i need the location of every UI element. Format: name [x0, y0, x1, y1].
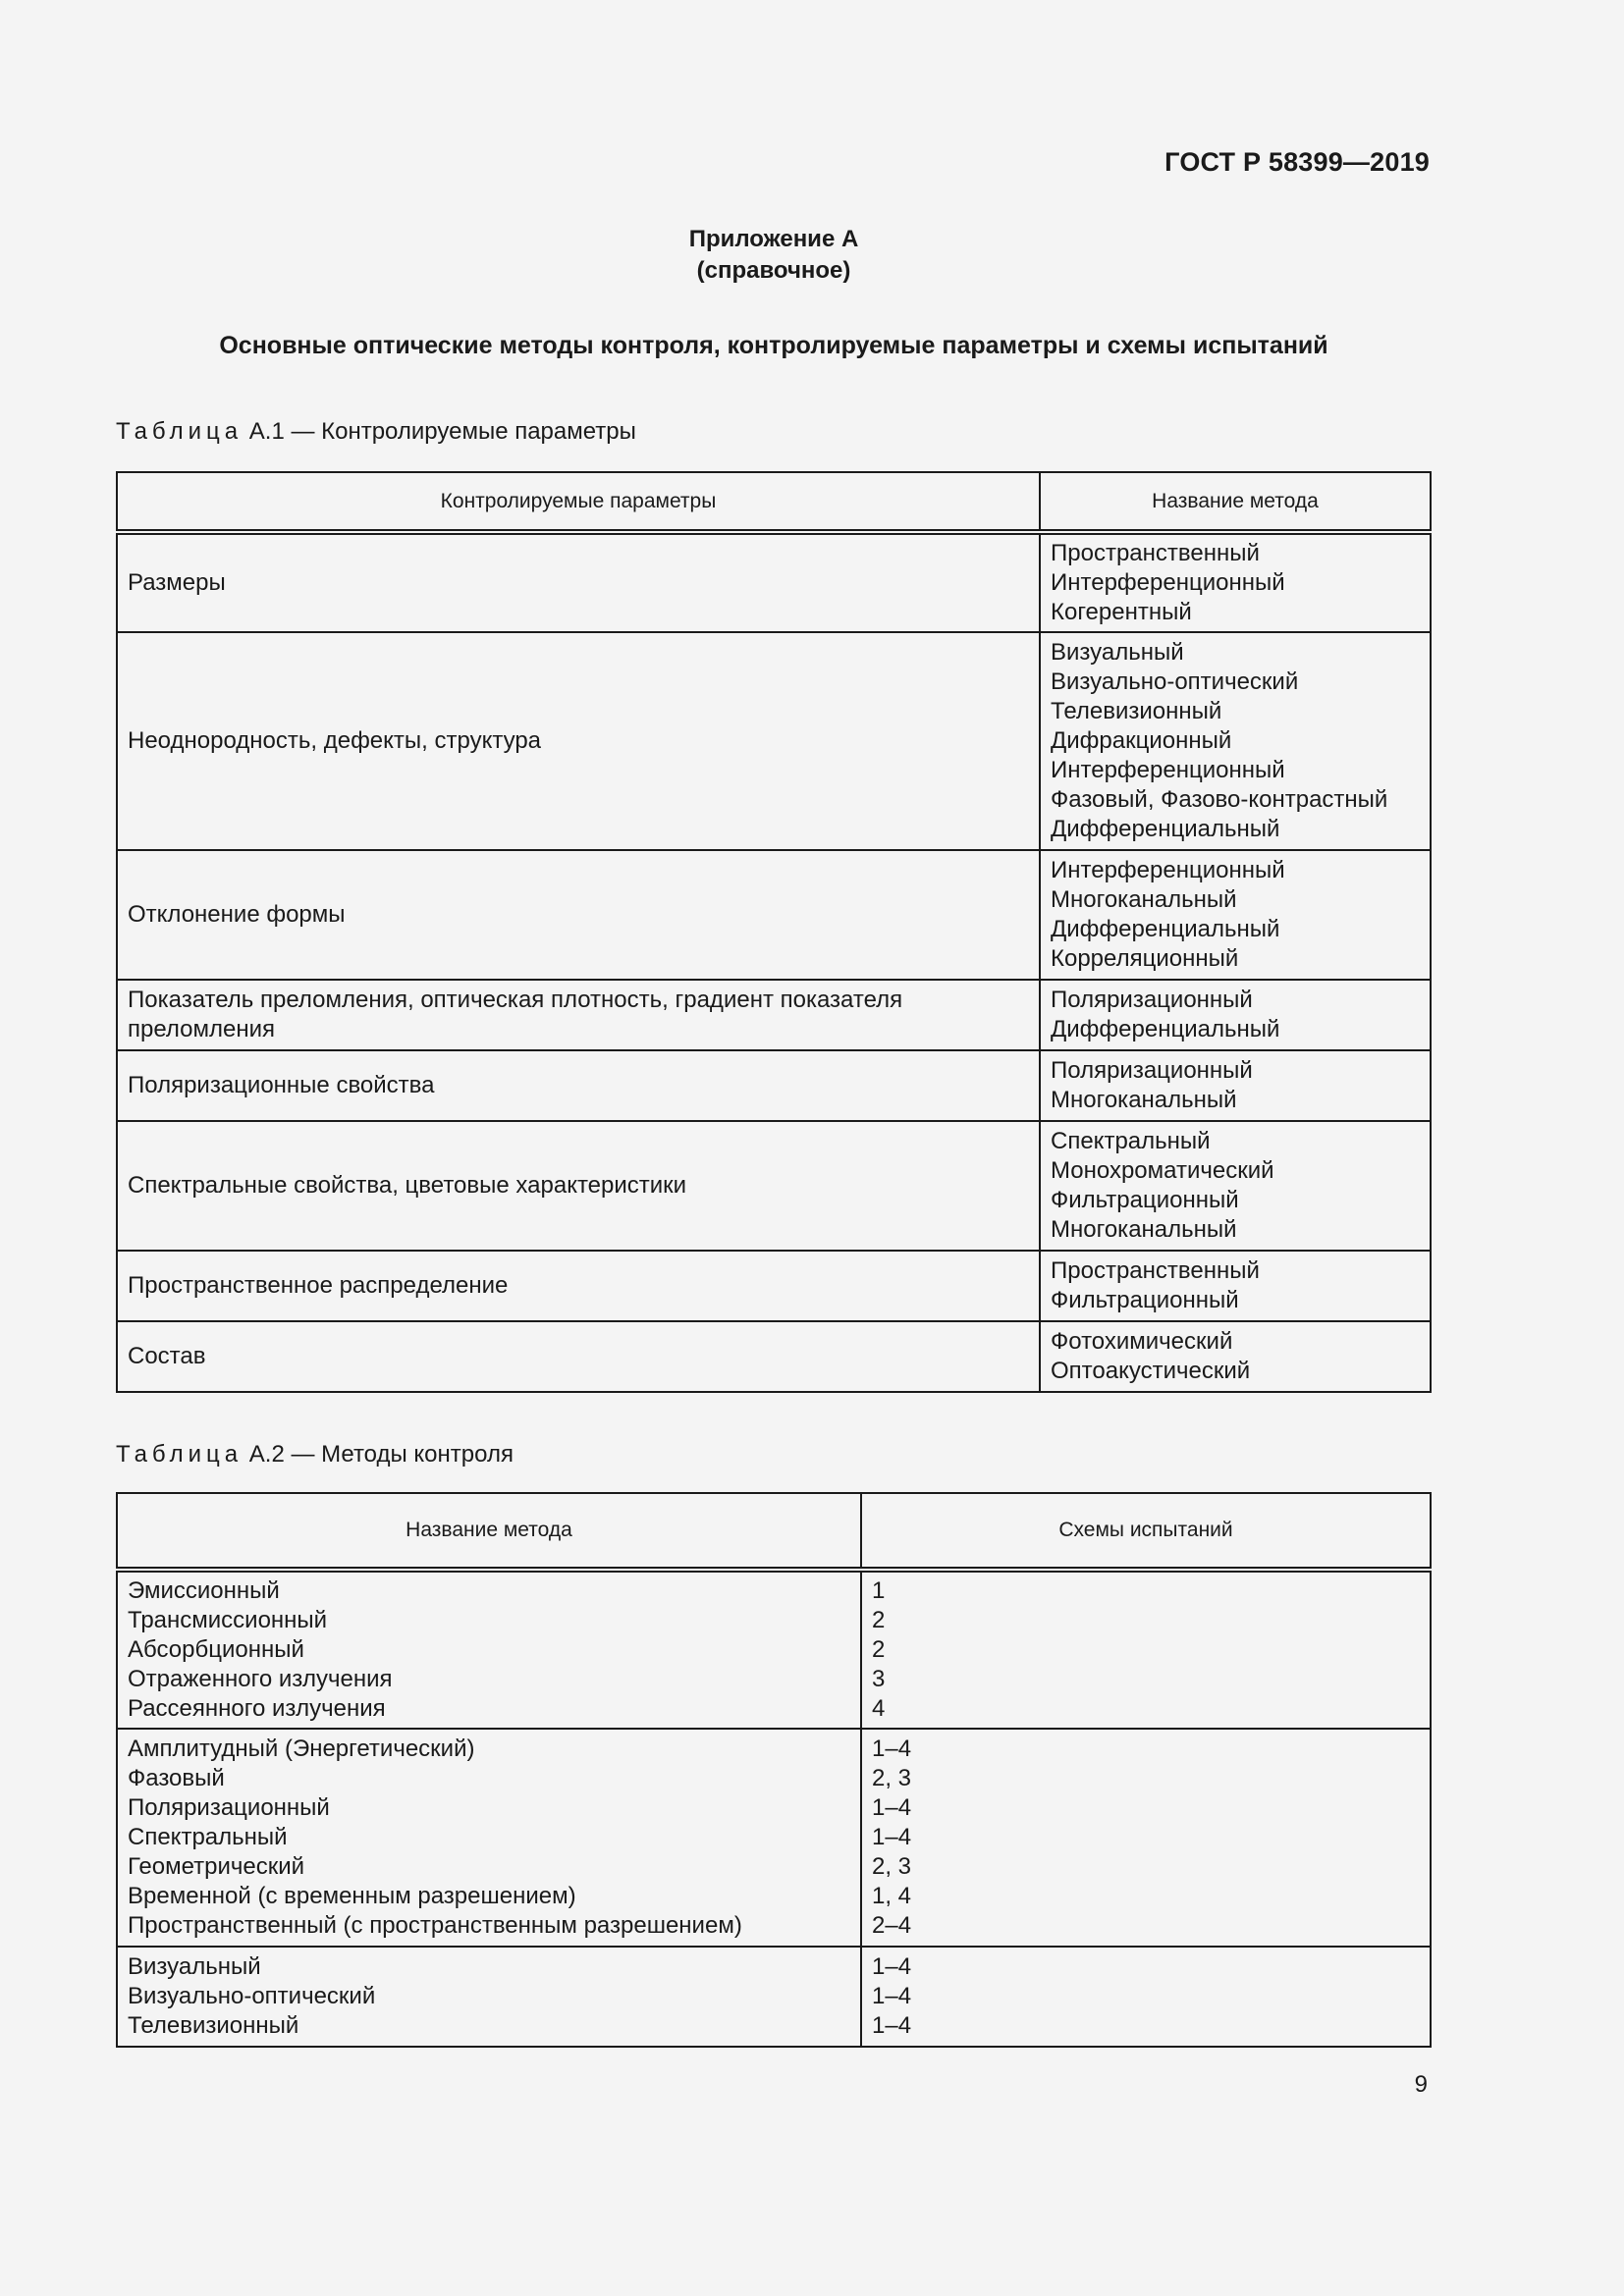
methods-cell: Эмиссионный Трансмиссионный Абсорбционный Отраженного излучения Рассеянного излучения: [117, 1570, 861, 1729]
param-cell: Состав: [117, 1321, 1040, 1392]
schemes-cell: 1–4 2, 3 1–4 1–4 2, 3 1, 4 2–4: [861, 1729, 1431, 1947]
param-cell: Неоднородность, дефекты, структура: [117, 632, 1040, 850]
param-cell: Пространственное распределение: [117, 1251, 1040, 1321]
methods-cell: Спектральный Монохроматический Фильтрационный Многоканальный: [1040, 1121, 1431, 1251]
table-row: [117, 1321, 1431, 1392]
table2-header-row: [117, 1493, 1431, 1570]
table-row: [117, 1050, 1431, 1121]
table2-caption-prefix: Таблица: [116, 1441, 244, 1468]
table2-col-method: Название метода: [117, 1493, 861, 1570]
table-row: [117, 1570, 1431, 1729]
annex-status: (справочное): [696, 257, 851, 284]
table-row: [117, 980, 1431, 1050]
methods-cell: Фотохимический Оптоакустический: [1040, 1321, 1431, 1392]
methods-cell: Поляризационный Многоканальный: [1040, 1050, 1431, 1121]
table1-caption-prefix: Таблица: [116, 418, 244, 445]
schemes-cell: 1 2 2 3 4: [861, 1570, 1431, 1729]
param-cell: Размеры: [117, 532, 1040, 632]
table-row: [117, 1947, 1431, 2047]
methods-cell: Поляризационный Дифференциальный: [1040, 980, 1431, 1050]
table-controlled-parameters: [116, 471, 1432, 1393]
param-cell: Поляризационные свойства: [117, 1050, 1040, 1121]
table-row: [117, 850, 1431, 980]
table-row: [117, 1121, 1431, 1251]
table1-col-parameters: Контролируемые параметры: [117, 472, 1040, 532]
table2-caption-text: А.2 — Методы контроля: [243, 1441, 514, 1468]
param-cell: Отклонение формы: [117, 850, 1040, 980]
page-number: 9: [1414, 2071, 1428, 2098]
table-row: [117, 532, 1431, 632]
methods-cell: Амплитудный (Энергетический) Фазовый Поляризационный Спектральный Геометрический Временной (с временным разрешением) Пространственный (с пространственным разрешением): [117, 1729, 861, 1947]
table2-col-schemes: Схемы испытаний: [861, 1493, 1431, 1570]
table1-header-row: [117, 472, 1431, 532]
table1-col-method: Название метода: [1040, 472, 1431, 532]
methods-cell: Визуальный Визуально-оптический Телевизионный: [117, 1947, 861, 2047]
table1-caption-text: А.1 — Контролируемые параметры: [243, 418, 636, 445]
table1-caption: [116, 418, 636, 446]
annex-heading: [0, 224, 1547, 287]
table2-caption: [116, 1441, 514, 1468]
methods-cell: Интерференционный Многоканальный Дифференциальный Корреляционный: [1040, 850, 1431, 980]
standard-designation: ГОСТ Р 58399—2019: [1164, 147, 1430, 177]
methods-cell: Пространственный Интерференционный Когерентный: [1040, 532, 1431, 632]
table-control-methods: [116, 1492, 1432, 2048]
annex-label: Приложение А: [688, 226, 859, 252]
methods-cell: Визуальный Визуально-оптический Телевизионный Дифракционный Интерференционный Фазовый, Фазово-контрастный Дифференциальный: [1040, 632, 1431, 850]
param-cell: Спектральные свойства, цветовые характеристики: [117, 1121, 1040, 1251]
table-row: [117, 1251, 1431, 1321]
schemes-cell: 1–4 1–4 1–4: [861, 1947, 1431, 2047]
annex-title: Основные оптические методы контроля, контролируемые параметры и схемы испытаний: [219, 332, 1328, 359]
table-row: [117, 1729, 1431, 1947]
table-row: [117, 632, 1431, 850]
param-cell: Показатель преломления, оптическая плотность, градиент показателя преломления: [117, 980, 1040, 1050]
methods-cell: Пространственный Фильтрационный: [1040, 1251, 1431, 1321]
